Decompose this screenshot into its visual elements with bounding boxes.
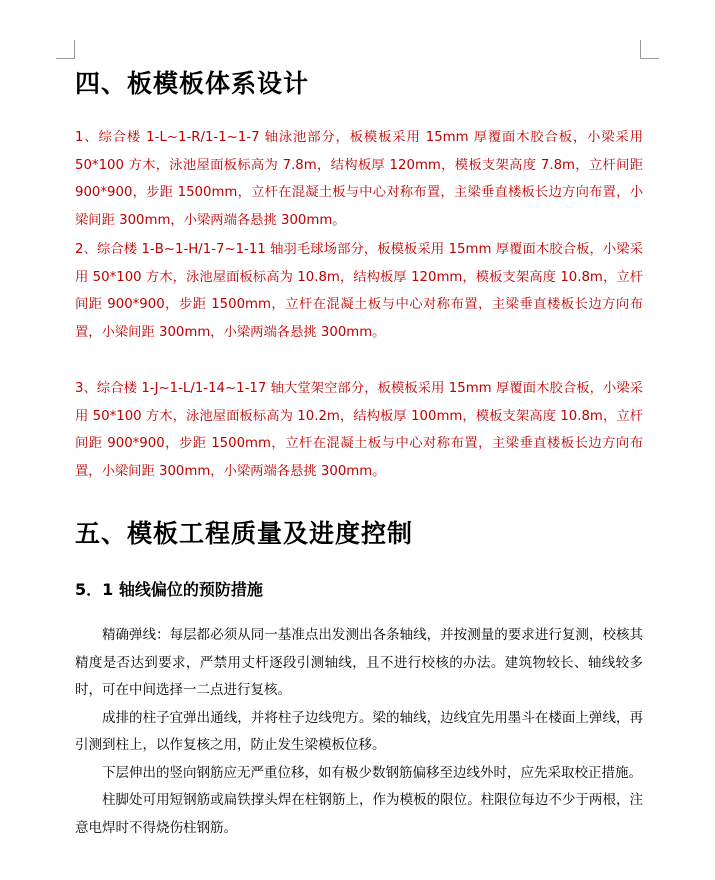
body-paragraph-3: 下层伸出的竖向钢筋应无严重位移，如有极少数钢筋偏移至边线外时，应先采取校正措施。 bbox=[102, 764, 642, 781]
section-4-heading: 四、板模板体系设计 bbox=[75, 69, 310, 98]
page-margin-mark-top-right bbox=[640, 40, 659, 59]
section-4-paragraph-1-text: 1、综合楼 1-L~1-R/1-1~1-7 轴泳池部分，板模板采用 15mm 厚覆面木胶合板，小梁采用 50*100 方木，泳池屋面板标高为 7.8m，结构板厚 120mm，模板支架高度 7.8m，立杆间距 900*900，步距 1500mm，立杆在混凝土板与中心对称布置，主梁垂直楼板长边方向布置，小梁间距 300mm，小梁两端各悬挑 300mm。 bbox=[75, 130, 643, 229]
page-margin-mark-top-left bbox=[56, 40, 75, 59]
section-5-1-body bbox=[75, 622, 643, 842]
section-4-paragraph-2 bbox=[75, 236, 643, 347]
section-5-1-subheading: 5．1 轴线偏位的预防措施 bbox=[75, 580, 263, 599]
body-paragraph-2: 成排的柱子宜弹出通线，并将柱子边线兜方。梁的轴线，边线宜先用墨斗在楼面上弹线，再引测到柱上，以作复核之用，防止发生梁模板位移。 bbox=[75, 709, 643, 753]
section-5-heading: 五、模板工程质量及进度控制 bbox=[75, 519, 414, 548]
section-4-paragraph-3-text: 3、综合楼 1-J~1-L/1-14~1-17 轴大堂架空部分，板模板采用 15mm 厚覆面木胶合板，小梁采用 50*100 方木，泳池屋面板标高为 10.2m，结构板厚 100mm，模板支架高度 10.8m，立杆间距 900*900，步距 1500mm，立杆在混凝土板与中心对称布置，主梁垂直楼板长边方向布置，小梁间距 300mm，小梁两端各悬挑 300mm。 bbox=[75, 381, 643, 480]
document-page-content bbox=[75, 62, 643, 836]
section-4-paragraph-3 bbox=[75, 375, 643, 486]
section-4-paragraph-2-text: 2、综合楼 1-B~1-H/1-7~1-11 轴羽毛球场部分，板模板采用 15mm 厚覆面木胶合板，小梁采用 50*100 方木，泳池屋面板标高为 10.8m，结构板厚 120mm，模板支架高度 10.8m，立杆间距 900*900，步距 1500mm，立杆在混凝土板与中心对称布置，主梁垂直楼板长边方向布置，小梁间距 300mm，小梁两端各悬挑 300mm。 bbox=[75, 242, 643, 341]
body-paragraph-1: 精确弹线：每层都必须从同一基准点出发测出各条轴线，并按测量的要求进行复测，校核其精度是否达到要求，严禁用丈杆逐段引测轴线，且不进行校核的办法。建筑物较长、轴线较多时，可在中间选择一二点进行复核。 bbox=[75, 627, 643, 698]
section-4-paragraph-1 bbox=[75, 124, 643, 235]
body-paragraph-4: 柱脚处可用短钢筋或扁铁撑头焊在柱钢筋上，作为模板的限位。柱限位每边不少于两根，注意电焊时不得烧伤柱钢筋。 bbox=[75, 792, 643, 836]
